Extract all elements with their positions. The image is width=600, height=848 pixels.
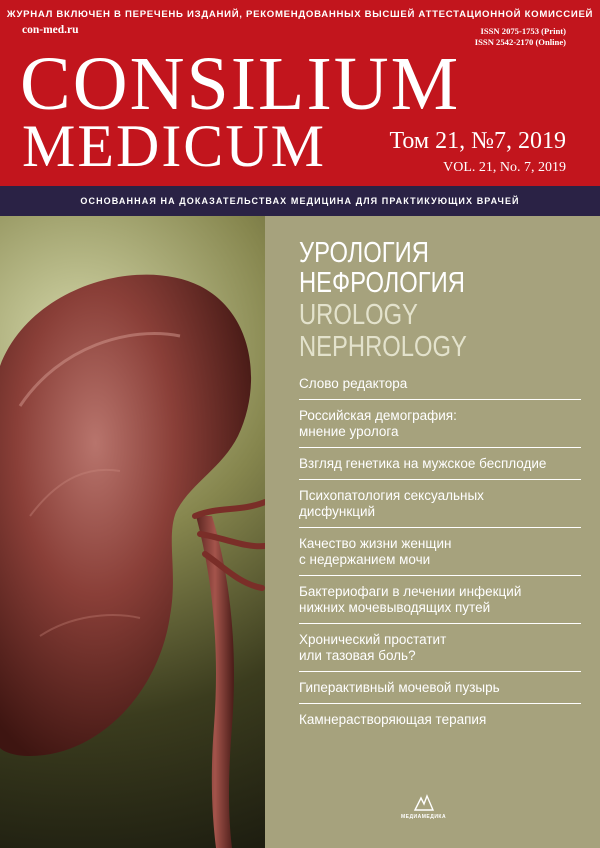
- issn-print: ISSN 2075-1753 (Print): [480, 26, 566, 36]
- topic-urology-en: UROLOGY: [299, 299, 418, 331]
- journal-subtitle: MEDICUM: [22, 113, 327, 179]
- journal-title: CONSILIUM: [20, 42, 461, 126]
- publisher-logo: [401, 794, 446, 820]
- kidney-icon: [0, 216, 265, 848]
- toc-item[interactable]: Взгляд генетика на мужское бесплодие: [299, 456, 581, 480]
- issn-online: ISSN 2542-2170 (Online): [474, 37, 566, 47]
- publisher-name: МЕДИАМЕДИКА: [401, 814, 447, 820]
- toc-item[interactable]: Бактериофаги в лечении инфекций нижних мочевыводящих путей: [299, 584, 581, 624]
- toc-item[interactable]: Слово редактора: [299, 376, 581, 400]
- volume-ru: Том 21, №7, 2019: [389, 128, 566, 154]
- toc-item[interactable]: Камнерастворяющая терапия: [299, 712, 487, 727]
- toc-item[interactable]: Хронический простатит или тазовая боль?: [299, 632, 581, 672]
- topic-nephrology-ru: НЕФРОЛОГИЯ: [299, 267, 465, 299]
- toc-item[interactable]: Российская демография: мнение уролога: [299, 408, 581, 448]
- table-of-contents: [299, 376, 581, 743]
- topic-nephrology-en: NEPHROLOGY: [299, 331, 467, 363]
- cover-header: [0, 0, 600, 186]
- toc-item[interactable]: Качество жизни женщин с недержанием мочи: [299, 536, 581, 576]
- volume-en: VOL. 21, No. 7, 2019: [443, 160, 566, 175]
- topic-urology-ru: УРОЛОГИЯ: [299, 237, 429, 269]
- tagline: ОСНОВАННАЯ НА ДОКАЗАТЕЛЬСТВАХ МЕДИЦИНА ДЛЯ ПРАКТИКУЮЩИХ ВРАЧЕЙ: [0, 186, 600, 216]
- issn-block: [475, 26, 566, 48]
- vak-banner: ЖУРНАЛ ВКЛЮЧЕН В ПЕРЕЧЕНЬ ИЗДАНИЙ, РЕКОМЕНДОВАННЫХ ВЫСШЕЙ АТТЕСТАЦИОННОЙ КОМИССИЕЙ: [6, 9, 594, 20]
- toc-item[interactable]: Психопатология сексуальных дисфункций: [299, 488, 581, 528]
- site-url: con-med.ru: [22, 24, 79, 36]
- contents-panel: [265, 216, 600, 848]
- toc-item[interactable]: Гиперактивный мочевой пузырь: [299, 680, 581, 704]
- publisher-logo-icon: [413, 794, 435, 812]
- kidney-illustration: [0, 216, 265, 848]
